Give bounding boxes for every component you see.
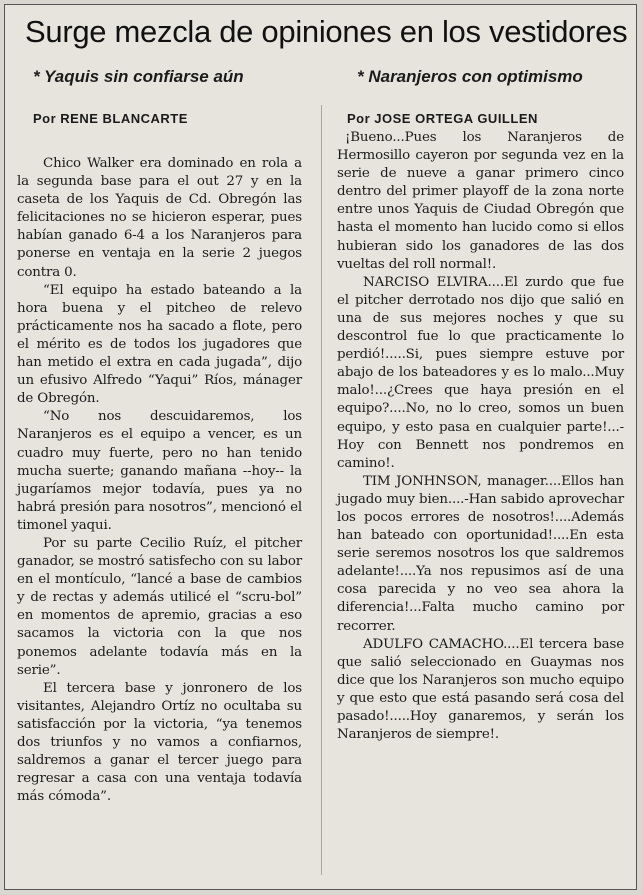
article-paragraph: ¡Bueno...Pues los Naranjeros de Hermosillo cayeron por segunda vez en la serie de nueve a ganar primero cinco dentro del primer playoff de la zona norte entre unos Yaquis de Ciudad Obregón que hasta el momento han lucido como si ellos hubieran sido los ganadores de las dos vueltas del roll normal!.: [337, 130, 624, 272]
article-paragraph: Chico Walker era dominado en rola a la segunda base para el out 27 y en la caseta de los Yaquis de Cd. Obregón las felicitaciones no se hicieron esperar, pues habían ganado 6-4 a los Naranjeros para ponerse en ventaja en la serie 2 juegos contra 0.: [17, 156, 302, 280]
article-paragraph: Por su parte Cecilio Ruíz, el pitcher ganador, se mostró satisfecho con su labor en el montículo, “lancé a base de cambios y de rectas y además utilicé el “scru-bol” en momentos de apremio, gracias a eso sacamos la victoria con la que nos ponemos adelante todavía más en la serie”.: [17, 535, 302, 678]
right-article-column: [337, 129, 624, 744]
newspaper-clipping: [4, 4, 637, 890]
left-article-column: [17, 155, 302, 806]
article-paragraph: ADULFO CAMACHO....El tercera base que salió seleccionado en Guaymas nos dice que los Naranjeros son mucho equipo y que esto que está pasando será cosa del pasado!.....Hoy ganaremos, y serán los Naranjeros de siempre!.: [337, 636, 624, 743]
headline: Surge mezcla de opiniones en los vestidores: [25, 14, 628, 49]
column-divider: [321, 105, 322, 875]
article-paragraph: TIM JONHNSON, manager....Ellos han jugado muy bien....-Han sabido aprovechar los pocos errores de nosotros!....Además han bateado con oportunidad!....En esta serie seremos nosotros los que saldremos adelante!....Ya nos repusimos así de una cosa parecida y no veo sea ahora la diferencia!...Falta mucho camino por recorrer.: [337, 473, 624, 634]
article-paragraph: “El equipo ha estado bateando a la hora buena y el pitcheo de relevo prácticamente nos ha sacado a flote, pero el mérito es de todos los jugadores que han metido el extra en cada jugada”, dijo un efusivo Alfredo “Yaqui” Ríos, mánager de Obregón.: [17, 282, 302, 407]
right-subheading: * Naranjeros con optimismo: [357, 67, 583, 86]
left-subheading: * Yaquis sin confiarse aún: [33, 67, 244, 86]
right-byline: Por JOSE ORTEGA GUILLEN: [347, 111, 538, 126]
left-byline: Por RENE BLANCARTE: [33, 111, 188, 126]
article-paragraph: NARCISO ELVIRA....El zurdo que fue el pitcher derrotado nos dijo que salió en una de sus mejores noches y que su descontrol fue lo que practicamente lo perdió!.....Si, pues siempre estuve por abajo de los bateadores y es lo malo...Muy malo!...¿Crees que haya presión en el equipo?....No, no lo creo, somos un buen equipo, y esto pasa en cualquier parte!...-Hoy con Bennett nos pondremos en camino!.: [337, 274, 624, 471]
article-paragraph: El tercera base y jonronero de los visitantes, Alejandro Ortíz no ocultaba su satisfacción por la victoria, “ya tenemos dos triunfos y no vamos a confiarnos, saldremos a ganar el tercer juego para regresar a casa con una ventaja todavía más cómoda”.: [17, 680, 302, 805]
article-paragraph: “No nos descuidaremos, los Naranjeros es el equipo a vencer, es un cuadro muy fuerte, pero no han tenido mucha suerte; ganando mañana --hoy-- la jugaríamos mejor todavía, pues ya no habrá presión para nosotros”, mencionó el timonel yaqui.: [17, 409, 302, 533]
